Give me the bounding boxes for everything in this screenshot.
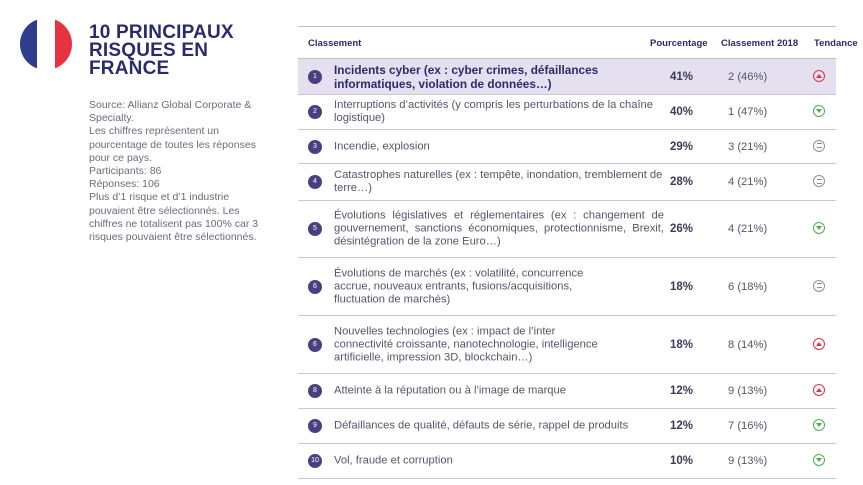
source-line: Réponses: 106 (89, 178, 160, 191)
rank-2018-value: 7 (16%) (728, 420, 768, 432)
percentage-value: 40% (670, 106, 694, 118)
rank-badge: 6 (308, 280, 322, 294)
percentage-value: 26% (670, 223, 694, 235)
risk-label: Défaillances de qualité, défauts de série, rappel de produits (334, 419, 629, 432)
risk-label: Catastrophes naturelles (ex : tempête, inondation, tremblement de terre…) (334, 169, 663, 194)
risk-label: Nouvelles technologies (ex : impact de l’inter connectivité croissante, nanotechnologie, intelligence artificielle, impression 3D, blockchain…) (334, 325, 598, 363)
risk-label: Évolutions législatives et réglementaires (ex : changement de gouvernement, sanctions économiques, protectionnisme, Brexit, désintégration de la zone Euro…) (334, 209, 664, 248)
table-row (298, 444, 836, 479)
risk-label: Évolutions de marchés (ex : volatilité, concurrence accrue, nouveaux entrants, fusions/acquisitions, fluctuation de marchés) (334, 267, 584, 305)
header-percentage: Pourcentage (650, 38, 708, 49)
table-row (298, 59, 836, 95)
header-rank-2018: Classement 2018 (721, 38, 799, 49)
rank-2018-value: 2 (46%) (728, 70, 768, 83)
risk-table (298, 26, 858, 479)
source-notes (89, 99, 274, 244)
risk-label: Incidents cyber (ex : cyber crimes, défaillances informatiques, violation de données…) (334, 62, 599, 91)
percentage-value: 10% (670, 455, 694, 467)
table-row (298, 258, 836, 316)
trend-down-icon (813, 454, 825, 466)
trend-down-icon (813, 105, 825, 117)
flag-blue-stripe (20, 18, 37, 70)
table-row (298, 164, 836, 201)
percentage-value: 12% (670, 385, 694, 397)
header-rank: Classement (308, 38, 362, 49)
source-line: Plus d’1 risque et d’1 industrie pouvaient être sélectionnés. Les chiffres ne totalisent pas 100% car 3 risques pouvaient être sélectionnés. (89, 191, 259, 244)
percentage-value: 29% (670, 140, 694, 153)
table-body (298, 59, 836, 479)
risk-label: Atteinte à la réputation ou à l’image de marque (334, 384, 566, 397)
percentage-value: 18% (670, 338, 694, 351)
rank-2018-value: 9 (13%) (728, 455, 768, 467)
rank-2018-value: 9 (13%) (728, 385, 768, 397)
percentage-value: 28% (670, 176, 694, 188)
rank-badge: 5 (308, 222, 322, 236)
rank-badge: 10 (308, 454, 322, 468)
rank-2018-value: 8 (14%) (728, 338, 768, 351)
table-row (298, 95, 836, 130)
rank-2018-value: 3 (21%) (728, 140, 768, 153)
flag-white-stripe (37, 18, 54, 70)
rank-2018-value: 1 (47%) (728, 106, 768, 118)
rank-badge: 8 (308, 384, 322, 398)
trend-down-icon (813, 419, 825, 431)
trend-stable-icon (813, 175, 825, 187)
trend-stable-icon (813, 280, 825, 292)
table-row (298, 201, 836, 258)
percentage-value: 12% (670, 420, 694, 432)
risk-label: Incendie, explosion (334, 140, 430, 152)
risk-label: Interruptions d’activités (y compris les perturbations de la chaîne logistique) (334, 99, 653, 124)
trend-up-icon (813, 384, 825, 396)
table-row (298, 130, 836, 164)
rank-badge: 1 (308, 70, 322, 84)
rank-2018-value: 4 (21%) (728, 223, 768, 235)
rank-badge: 4 (308, 175, 322, 189)
rank-badge: 3 (308, 140, 322, 154)
france-flag-icon (20, 18, 72, 70)
flag-red-stripe (55, 18, 72, 70)
percentage-value: 18% (670, 280, 694, 293)
risk-label: Vol, fraude et corruption (334, 454, 453, 467)
source-line: Source: Allianz Global Corporate & Specialty. (89, 99, 252, 125)
table-row (298, 374, 836, 409)
table-row (298, 316, 836, 374)
header-trend: Tendance (814, 38, 858, 49)
rank-badge: 2 (308, 105, 322, 119)
page-title: 10 PRINCIPAUX RISQUES EN FRANCE (89, 22, 234, 79)
trend-up-icon (813, 70, 825, 82)
table-header (298, 26, 858, 59)
trend-down-icon (813, 222, 825, 234)
source-line: Participants: 86 (89, 165, 162, 178)
source-line: Les chiffres représentent un pourcentage de toutes les réponses pour ce pays. (89, 125, 256, 164)
rank-2018-value: 4 (21%) (728, 176, 768, 188)
trend-stable-icon (813, 140, 825, 152)
percentage-value: 41% (670, 70, 694, 83)
trend-up-icon (813, 338, 825, 350)
table-row (298, 409, 836, 444)
rank-badge: 6 (308, 338, 322, 352)
rank-2018-value: 6 (18%) (728, 280, 768, 293)
rank-badge: 9 (308, 419, 322, 433)
